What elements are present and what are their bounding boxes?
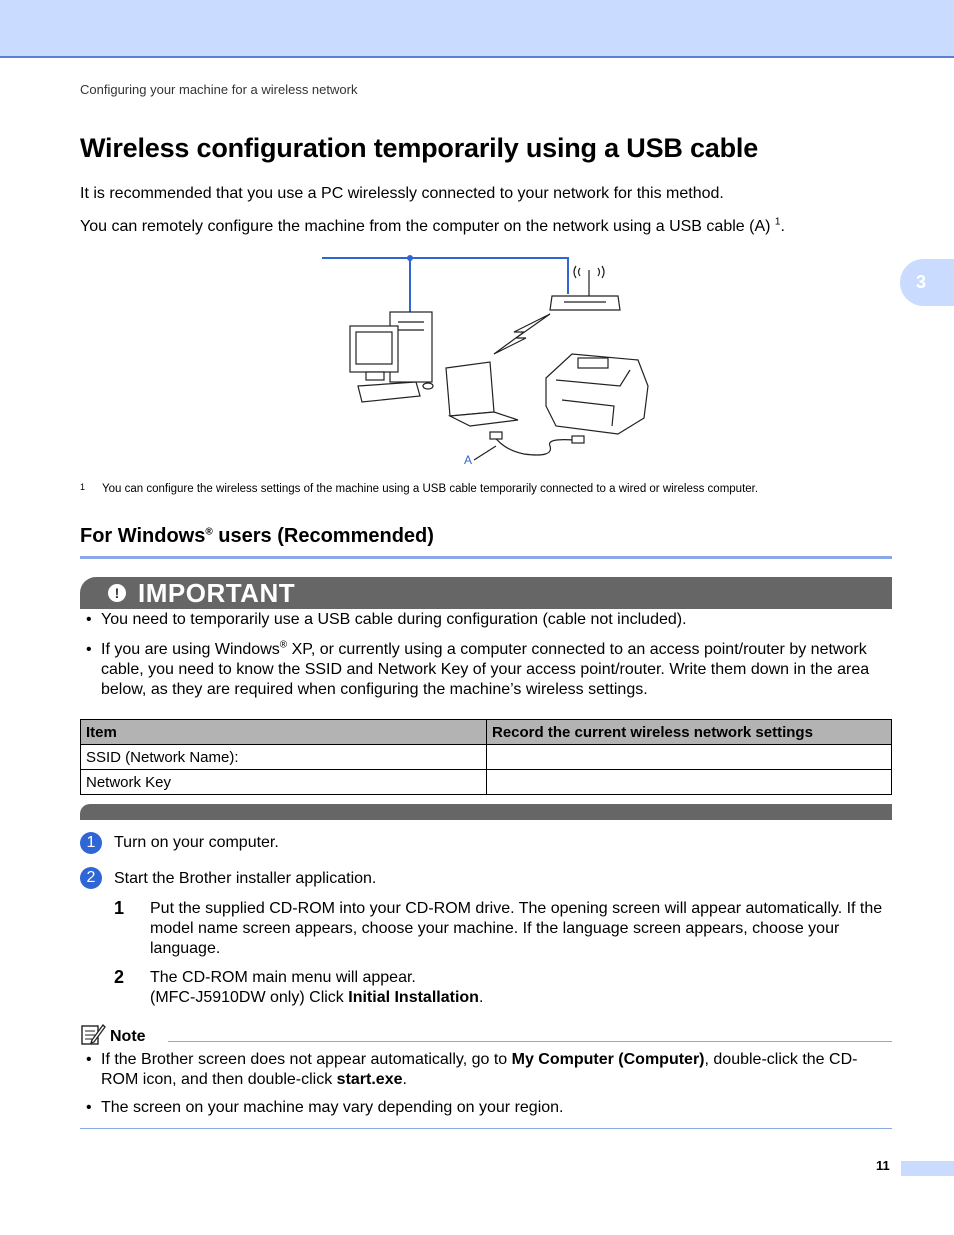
table-row: [81, 770, 892, 795]
table-cell-key-value: [487, 770, 892, 795]
bullet-marker: •: [86, 611, 92, 628]
important-bullet-1: You need to temporarily use a USB cable during configuration (cable not included).: [101, 611, 687, 628]
note-bullet-2: The screen on your machine may vary depending on your region.: [101, 1099, 564, 1116]
page-title: Wireless configuration temporarily using a USB cable: [80, 133, 759, 163]
table-header-item: Item: [81, 720, 487, 745]
bullet-marker: •: [86, 1099, 92, 1116]
initial-installation-label: Initial Installation: [348, 989, 479, 1006]
wireless-signal-icon: [494, 314, 550, 354]
footnote-ref[interactable]: 1: [774, 216, 781, 228]
section-divider: [80, 556, 892, 559]
note-bullet-1: If the Brother screen does not appear automatically, go to My Computer (Computer), double-click the CD-ROM icon, and then double-click start.exe.: [101, 1051, 858, 1088]
note-divider: [168, 1041, 892, 1042]
exclamation-icon: !: [108, 584, 126, 602]
step-2-text: Start the Brother installer application.: [114, 870, 377, 887]
usb-cable-icon: [474, 432, 584, 460]
chapter-tab[interactable]: [900, 259, 954, 306]
substep-1-number: 1: [114, 898, 125, 918]
note-end-divider: [80, 1128, 892, 1129]
step-1-badge: 1: [80, 832, 102, 854]
substep-2-number: 2: [114, 967, 125, 987]
step-1-text: Turn on your computer.: [114, 834, 279, 851]
page-number: 11: [876, 1158, 890, 1173]
substep-2-text: The CD-ROM main menu will appear. (MFC-J5910DW only) Click Initial Installation.: [150, 969, 484, 1006]
printer-icon: [546, 354, 648, 434]
note-title: Note: [110, 1028, 146, 1045]
important-footer-bar: [80, 804, 892, 820]
note-pencil-icon: [80, 1022, 106, 1046]
access-point-icon: [550, 266, 620, 310]
step-2-badge: 2: [80, 867, 102, 889]
important-title: IMPORTANT: [138, 578, 296, 608]
bullet-marker: •: [86, 1051, 92, 1068]
substep-1-text: Put the supplied CD-ROM into your CD-ROM drive. The opening screen will appear automatically. If the model name screen appears, choose your machine. If the language screen appears, choose your language.: [150, 900, 883, 957]
section-heading: For Windows® users (Recommended): [80, 525, 434, 547]
figure-label-a: A: [464, 453, 473, 467]
important-header: [80, 577, 892, 609]
chapter-number: 3: [916, 272, 927, 292]
table-cell-ssid-value: [487, 745, 892, 770]
important-bullet-2: If you are using Windows® XP, or currently using a computer connected to an access point/router by network cable, you need to know the SSID and Network Key of your access point/router. Write them down in the area below, as they are required when configuring the machine’s wireless settings.: [101, 639, 870, 698]
intro-paragraph-1: It is recommended that you use a PC wirelessly connected to your network for this method.: [80, 185, 724, 202]
table-cell-key-label: Network Key: [81, 770, 487, 795]
table-header-settings: Record the current wireless network settings: [487, 720, 892, 745]
bullet-marker: •: [86, 641, 92, 658]
desktop-computer-icon: [350, 312, 433, 402]
table-header-row: [81, 720, 892, 745]
breadcrumb: Configuring your machine for a wireless network: [80, 82, 358, 97]
header-band: [0, 0, 954, 58]
page-tab: [901, 1161, 954, 1176]
footnote-number: 1: [80, 482, 86, 492]
laptop-icon: [446, 362, 518, 426]
table-cell-ssid-label: SSID (Network Name):: [81, 745, 487, 770]
network-diagram-illustration: [318, 250, 658, 470]
footnote-text: You can configure the wireless settings of the machine using a USB cable temporarily connected to a wired or wireless computer.: [102, 483, 759, 495]
intro-paragraph-2: You can remotely configure the machine from the computer on the network using a USB cable (A) $^1$.: [80, 216, 785, 235]
table-row: [81, 745, 892, 770]
wireless-settings-table: [80, 719, 892, 795]
